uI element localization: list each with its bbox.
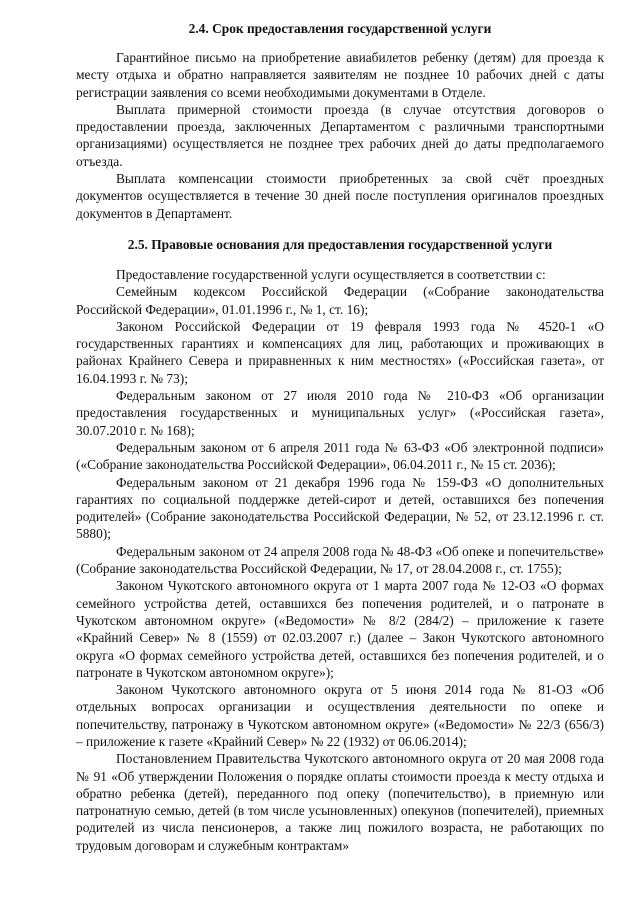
paragraph-family-code: Семейным кодексом Российской Федерации («Собрание законодательства Российской Федерации», 01.01.1996 г., № 1, ст. 16); [76, 284, 604, 317]
paragraph-law-210-fz: Федеральным законом от 27 июля 2010 года № 210-ФЗ «Об организации предоставления государственных и муниципальных услуг» («Российская газета», 30.07.2010 г. № 168); [76, 388, 604, 438]
document-page [76, 20, 604, 854]
section-heading-2-4: 2.4. Срок предоставления государственной услуги [188, 21, 492, 36]
paragraph-law-4520-1: Законом Российской Федерации от 19 февраля 1993 года № 4520-1 «О государственных гарантиях и компенсациях для лиц, работающих и проживающих в районах Крайнего Севера и приравненных к ним местностях» («Российская газета», от 16.04.1993 г. № 73); [76, 318, 604, 386]
paragraph-legal-basis-intro: Предоставление государственной услуги осуществляется в соответствии с: [116, 266, 546, 282]
paragraph-law-159-fz: Федеральным законом от 21 декабря 1996 года № 159-ФЗ «О дополнительных гарантиях по социальной поддержке детей-сирот и детей, оставшихся без попечения родителей» (Собрание законодательства Российской Федерации, № 52, от 23.12.1996 г. ст. 5880); [76, 474, 604, 542]
paragraph-law-81-oz: Законом Чукотского автономного округа от 5 июня 2014 года № 81-ОЗ «Об отдельных вопросах организации и осуществления деятельности по опеке и попечительству, патронажу в Чукотском автономном округе» («Ведомости» № 22/3 (656/3) – приложение к газете «Крайний Север» № 22 (1932) от 06.06.2014); [76, 682, 604, 749]
paragraph-resolution-91: Постановлением Правительства Чукотского автономного округа от 20 мая 2008 года № 91 «Об утверждении Положения о порядке оплаты стоимости проезда к месту отдыха и обратно ребенка (детей), переданного под опеку (попечительство), в приемную или патронатную семью, детей (в том числе усыновленных) опекунов (попечителей), приемных родителей из числа пенсионеров, а также лиц пожилого возраста, не работающих по трудовым договорам и служебным контрактам» [76, 751, 604, 853]
paragraph-compensation-payment: Выплата компенсации стоимости приобретенных за свой счёт проездных документов осуществляется в течение 30 дней после поступления оригиналов проездных документов в Департамент. [76, 171, 604, 221]
paragraph-law-12-oz: Законом Чукотского автономного округа от 1 марта 2007 года № 12-ОЗ «О формах семейного устройства детей, оставшихся без попечения родителей, и о патронате в Чукотском автономном округе» («Ведомости» № 8/2 (284/2) – приложение к газете «Крайний Север» № 8 (1559) от 02.03.2007 г.) (далее – Закон Чукотского автономного округа «О формах семейного устройства детей, оставшихся без попечения родителей, и о патронате в Чукотском автономном округе»); [76, 578, 604, 680]
paragraph-law-63-fz: Федеральным законом от 6 апреля 2011 года № 63-ФЗ «Об электронной подписи» («Собрание законодательства Российской Федерации», 06.04.2011 г., № 15 ст. 2036); [76, 439, 604, 473]
section-heading-2-5: 2.5. Правовые основания для предоставления государственной услуги [127, 236, 553, 252]
paragraph-law-48-fz: Федеральным законом от 24 апреля 2008 года № 48-ФЗ «Об опеке и попечительстве» (Собрание законодательства Российской Федерации, № 17, от 28.04.2008 г., ст. 1755); [76, 543, 604, 577]
paragraph-guarantee-letter: Гарантийное письмо на приобретение авиабилетов ребенку (детям) для проезда к месту отдыха и обратно направляется заявителям не позднее 10 рабочих дней с даты регистрации заявления со всеми необходимыми документами в Отделе. [76, 50, 604, 100]
paragraph-approx-cost-payment: Выплата примерной стоимости проезда (в случае отсутствия договоров о предоставлении проезда, заключенных Департаментом с различными транспортными организациями) осуществляется не позднее трех рабочих дней до даты предполагаемого отъезда. [76, 101, 604, 169]
